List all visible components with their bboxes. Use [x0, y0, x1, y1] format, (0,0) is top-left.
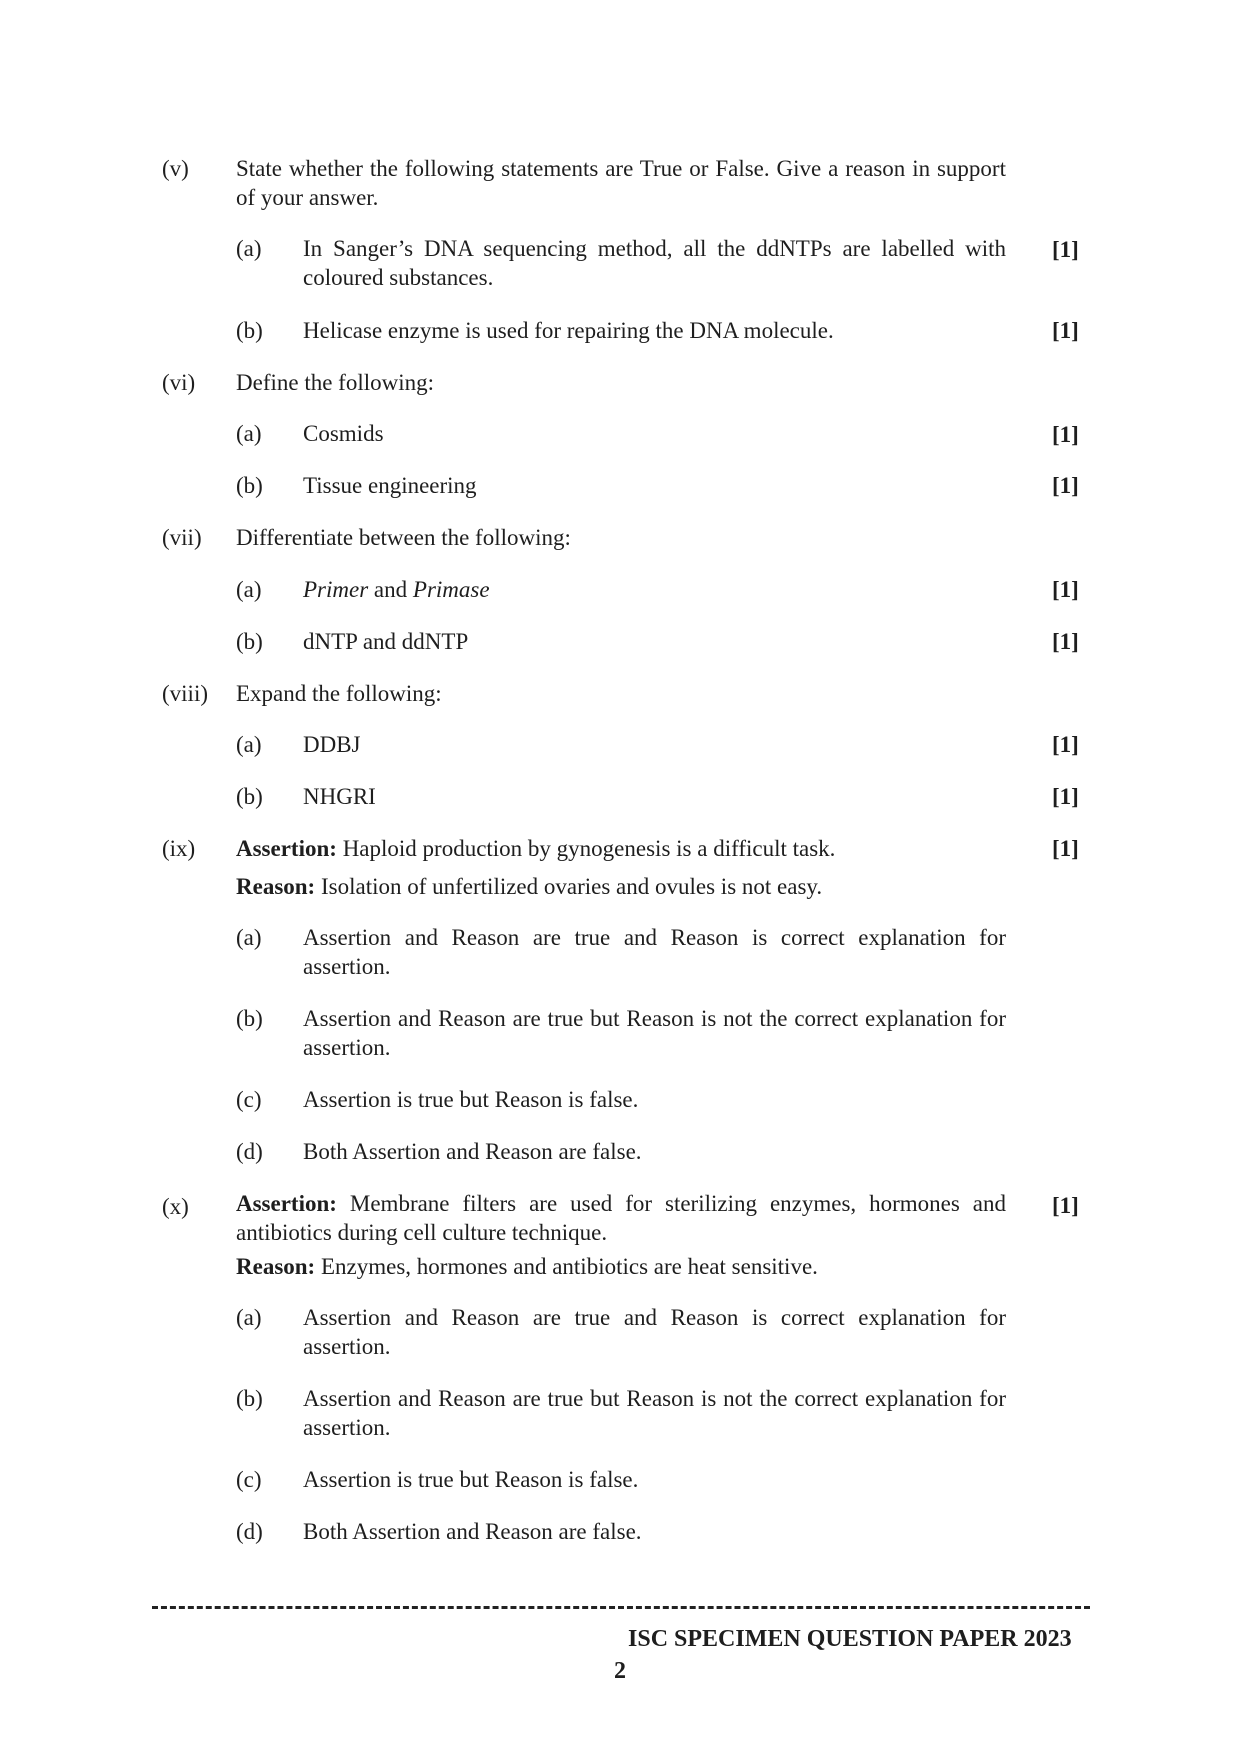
option-label: (a) [236, 421, 262, 446]
reason-text [236, 872, 1006, 901]
option-text: Cosmids [303, 421, 384, 446]
assertion-body: Membrane filters are used for sterilizing enzymes, hormones and antibiotics during cell culture technique. [236, 1191, 1006, 1245]
mark: [1] [1052, 1193, 1079, 1218]
question-text: Differentiate between the following: [236, 525, 571, 550]
option-label: (a) [236, 925, 262, 950]
mark: [1] [1052, 629, 1079, 654]
option-label: (b) [236, 1006, 263, 1031]
footer-title: ISC SPECIMEN QUESTION PAPER 2023 [628, 1626, 1072, 1652]
conjunction: and [368, 577, 413, 602]
question-number: (v) [162, 156, 189, 181]
reason-body: Isolation of unfertilized ovaries and ovules is not easy. [315, 874, 823, 899]
option-text: Both Assertion and Reason are false. [303, 1519, 642, 1544]
option-text: Tissue engineering [303, 473, 477, 498]
option-text: Assertion is true but Reason is false. [303, 1467, 639, 1492]
term-primer: Primer [303, 577, 369, 602]
option-label: (b) [236, 1386, 263, 1411]
reason-text [236, 1252, 1006, 1281]
mark: [1] [1052, 422, 1079, 447]
question-number: (vi) [162, 370, 196, 395]
mark: [1] [1052, 318, 1079, 343]
question-number: (viii) [162, 681, 208, 706]
reason-body: Enzymes, hormones and antibiotics are heat sensitive. [315, 1254, 818, 1279]
option-text: Assertion and Reason are true but Reason is not the correct explanation for assertion. [303, 1386, 1006, 1440]
option-text: Assertion and Reason are true but Reason is not the correct explanation for assertion. [303, 1006, 1006, 1060]
reason-label: Reason: [236, 1254, 316, 1279]
option-text: Both Assertion and Reason are false. [303, 1139, 642, 1164]
option-text: Assertion is true but Reason is false. [303, 1087, 639, 1112]
mark: [1] [1052, 784, 1079, 809]
reason-label: Reason: [236, 874, 316, 899]
question-text: Define the following: [236, 370, 435, 395]
mark: [1] [1052, 732, 1079, 757]
option-text: Assertion and Reason are true and Reason is correct explanation for assertion. [303, 925, 1006, 979]
option-label: (b) [236, 473, 263, 498]
option-text: Assertion and Reason are true and Reason is correct explanation for assertion. [303, 1305, 1006, 1359]
option-text: dNTP and ddNTP [303, 629, 469, 654]
question-text: State whether the following statements are True or False. Give a reason in support of your answer. [236, 156, 1006, 210]
option-label: (b) [236, 784, 263, 809]
assertion-label: Assertion: [236, 836, 337, 861]
question-number: (ix) [162, 836, 196, 861]
assertion-body: Haploid production by gynogenesis is a difficult task. [336, 836, 836, 861]
option-label: (d) [236, 1519, 263, 1544]
assertion-text [236, 834, 1006, 863]
mark: [1] [1052, 577, 1079, 602]
question-number: (x) [162, 1194, 189, 1219]
option-label: (a) [236, 732, 262, 757]
mark: [1] [1052, 473, 1079, 498]
question-text: Expand the following: [236, 681, 442, 706]
option-label: (b) [236, 318, 263, 343]
option-label: (c) [236, 1087, 262, 1112]
option-label: (a) [236, 577, 262, 602]
option-text [303, 575, 1006, 604]
option-text: In Sanger’s DNA sequencing method, all the ddNTPs are labelled with coloured substances. [303, 236, 1006, 290]
option-label: (b) [236, 629, 263, 654]
option-text: NHGRI [303, 784, 376, 809]
mark: [1] [1052, 836, 1079, 861]
page-number: 2 [614, 1658, 626, 1684]
option-text: DDBJ [303, 732, 361, 757]
mark: [1] [1052, 237, 1079, 262]
option-label: (a) [236, 1305, 262, 1330]
term-primase: Primase [412, 577, 490, 602]
option-label: (c) [236, 1467, 262, 1492]
question-number: (vii) [162, 525, 202, 550]
assertion-text [236, 1189, 1006, 1247]
assertion-label: Assertion: [236, 1191, 337, 1216]
option-label: (a) [236, 236, 262, 261]
option-text: Helicase enzyme is used for repairing the DNA molecule. [303, 318, 834, 343]
footer-divider [152, 1606, 1090, 1609]
option-label: (d) [236, 1139, 263, 1164]
